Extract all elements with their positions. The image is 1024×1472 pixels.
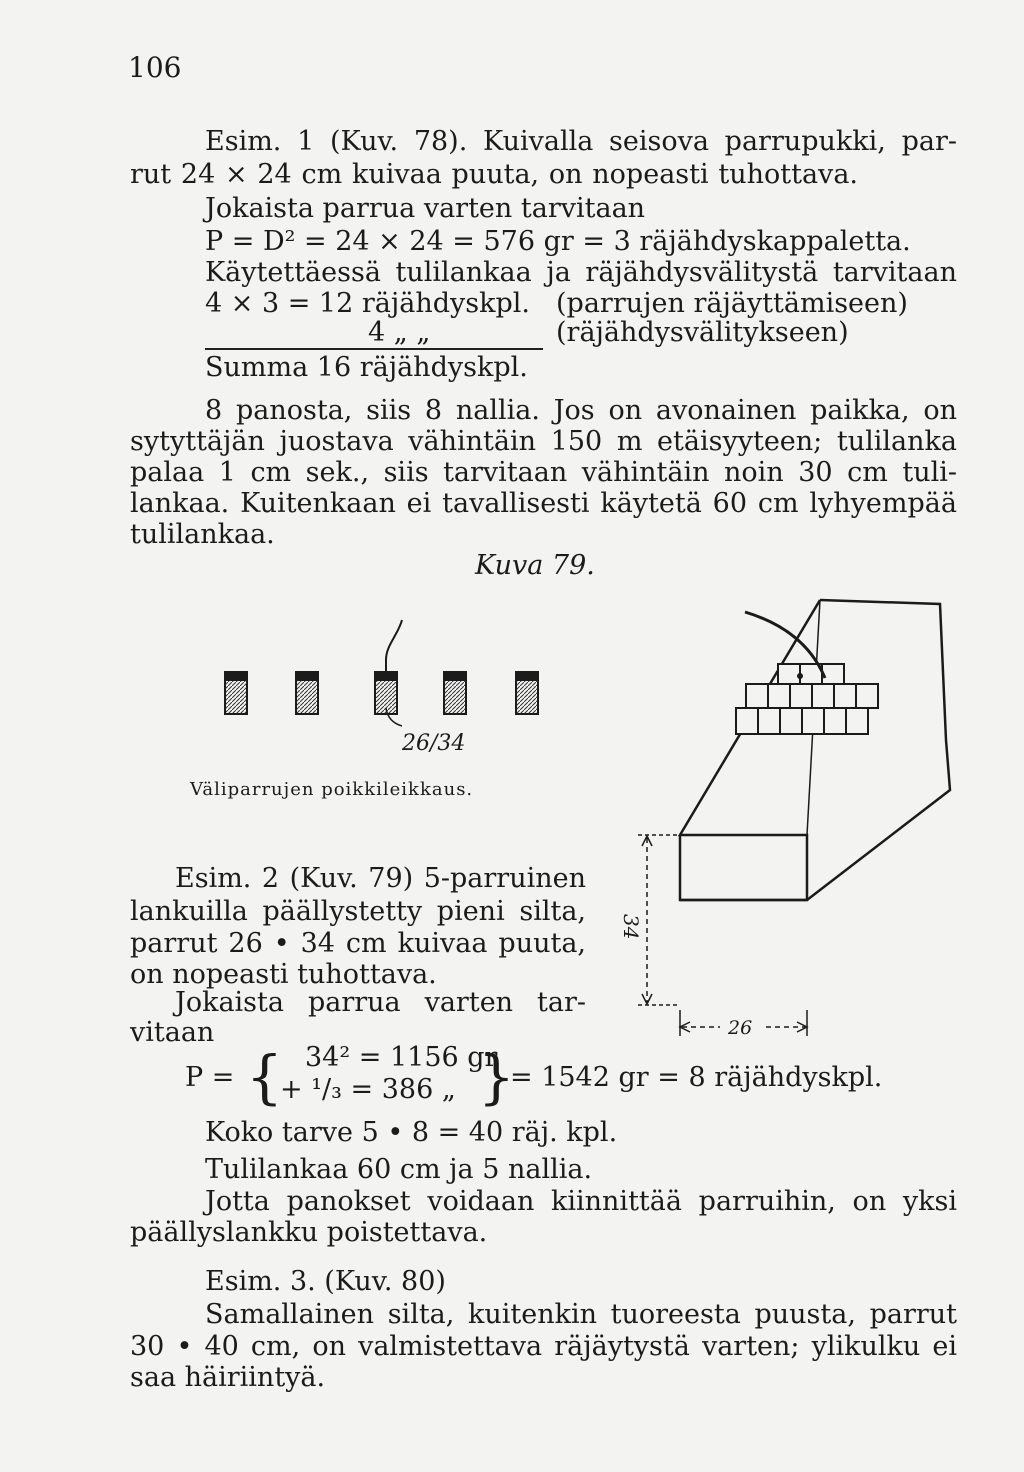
calc-line: 4 × 3 = 12 räjähdyskpl.: [205, 288, 530, 319]
text-line: Jokaista parrua varten tar-: [175, 987, 586, 1018]
text-line: Samallainen silta, kuitenkin tuoreesta puusta, parrut: [205, 1299, 957, 1330]
text-line: 30 • 40 cm, on valmistettava räjäytystä varten; ylikulku ei: [130, 1331, 957, 1362]
text-line: lankaa. Kuitenkaan ei tavallisesti käytetä 60 cm lyhyempää: [130, 488, 957, 519]
beam-section: [296, 672, 318, 714]
formula-line: P = D² = 24 × 24 = 576 gr = 3 räjähdyskappaletta.: [205, 226, 911, 257]
charges: [736, 664, 878, 734]
calc-line: 4 „ „: [368, 317, 431, 348]
text-line: Jokaista parrua varten tarvitaan: [205, 193, 646, 224]
text-line: saa häiriintyä.: [130, 1362, 326, 1393]
text-line: on nopeasti tuhottava.: [130, 959, 437, 990]
text-line: Esim. 3. (Kuv. 80): [205, 1266, 446, 1297]
section-label: Väliparrujen poikkileikkaus.: [190, 779, 474, 800]
text-line: tulilankaa.: [130, 519, 275, 550]
formula-top: 34² = 1156 gr: [305, 1042, 498, 1073]
fuse-line: [386, 620, 402, 672]
text-line: vitaan: [130, 1017, 215, 1048]
text-line: Käytettäessä tulilankaa ja räjähdysvälitystä tarvitaan: [205, 257, 957, 288]
text-line: Koko tarve 5 • 8 = 40 räj. kpl.: [205, 1117, 618, 1148]
height-dimension-label: 34: [619, 914, 643, 940]
figure-caption: Kuva 79.: [475, 550, 595, 581]
sum-line: Summa 16 räjähdyskpl.: [205, 352, 528, 383]
beam-section: [225, 672, 247, 714]
text-line: päällyslankku poistettava.: [130, 1217, 488, 1248]
formula-bottom: + ¹/₃ = 386 „: [280, 1074, 456, 1105]
beam-section: [516, 672, 538, 714]
sum-rule: [205, 348, 543, 350]
section-dimension-label: 26/34: [402, 731, 466, 756]
text-line: Esim. 2 (Kuv. 79) 5-parruinen: [175, 863, 586, 894]
formula-brace-right: }: [478, 1043, 515, 1111]
text-line: Esim. 1 (Kuv. 78). Kuivalla seisova parrupukki, par-: [205, 126, 957, 157]
text-line: parrut 26 • 34 cm kuivaa puuta,: [130, 928, 586, 959]
height-dimension: [638, 835, 680, 1005]
calc-note: (räjähdysvälitykseen): [556, 317, 849, 348]
text-line: sytyttäjän juostava vähintäin 150 m etäisyyteen; tulilanka: [130, 426, 957, 457]
text-line: palaa 1 cm sek., siis tarvitaan vähintäin noin 30 cm tuli-: [130, 457, 957, 488]
formula-result: = 1542 gr = 8 räjähdyskpl.: [510, 1062, 883, 1093]
width-dimension-label: 26: [728, 1017, 753, 1039]
calc-note: (parrujen räjäyttämiseen): [556, 288, 908, 319]
page-number: 106: [128, 51, 182, 84]
text-line: 8 panosta, siis 8 nallia. Jos on avonainen paikka, on: [205, 395, 957, 426]
text-line: lankuilla päällystetty pieni silta,: [130, 896, 586, 927]
beam-section: [375, 672, 397, 714]
formula-brace-left: {: [246, 1043, 283, 1111]
detonator: [797, 673, 803, 679]
beam-3d: [680, 600, 950, 900]
text-line: Tulilankaa 60 cm ja 5 nallia.: [205, 1154, 593, 1185]
beam-cross-sections: [225, 672, 538, 714]
beam-section: [444, 672, 466, 714]
formula-p: P =: [185, 1062, 235, 1093]
text-line: rut 24 × 24 cm kuivaa puuta, on nopeasti tuhottava.: [130, 159, 858, 190]
text-line: Jotta panokset voidaan kiinnittää parruihin, on yksi: [205, 1186, 957, 1217]
